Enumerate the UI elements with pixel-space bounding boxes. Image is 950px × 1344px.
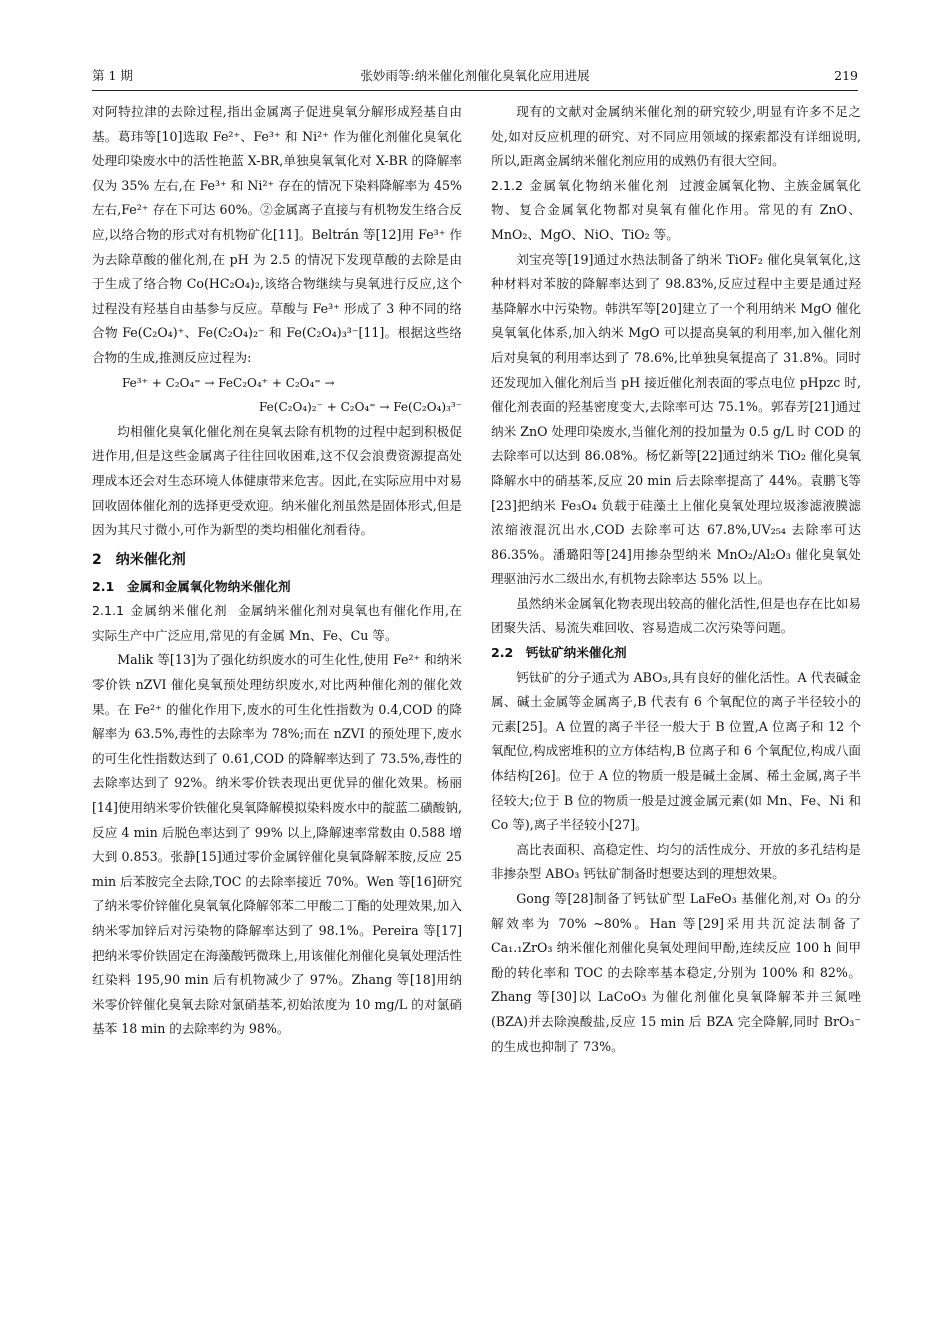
subsubsection-number: 2.1.1: [92, 603, 125, 619]
subsection-heading: 2.1 金属和金属氧化物纳米催化剂: [92, 578, 291, 594]
paragraph: 刘宝亮等[19]通过水热法制备了纳米 TiOF₂ 催化臭氧氧化,这种材料对苯胺的降解率达到了 98.83%,反应过程中主要是通过羟基降解水中污染物。韩洪军等[20]建立了一个利用纳米 MgO 催化臭氧氧化体系,加入纳米 MgO 可以提高臭氧的利用率,加入催化剂后对臭氧的利用率达到了 78.6%,比单独臭氧提高了 31.8%。同时还发现加入催化剂后当 pH 接近催化剂表面的零点电位 pHpzc 时,催化剂表面的羟基密度变大,去除率可达 75.1%。郭春芳[21]通过纳米 ZnO 处理印染废水,当催化剂的投加量为 0.5 g/L 时 COD 的去除率可以达到 86.08%。杨忆新等[22]通过纳米 TiO₂ 催化臭氧降解水中的硝基苯,反应 20 min 后去除率提高了 44%。袁鹏飞等[23]把纳米 Fe₃O₄ 负载于硅藻土上催化臭氧处理垃圾渗滤液膜滤浓缩液混沉出水,COD 去除率可达 67.8%,UV₂₅₄ 去除率可达 86.35%。潘璐阳等[24]用掺杂型纳米 MnO₂/Al₂O₃ 催化臭氧处理驱油污水二级出水,有机物去除率达 55% 以上。: [491, 251, 861, 587]
subsubsection-number: 2.1.2: [491, 177, 524, 193]
page-number: 219: [834, 68, 858, 83]
paragraph: 对阿特拉津的去除过程,指出金属离子促进臭氧分解形成羟基自由基。葛玮等[10]选取 Fe²⁺、Fe³⁺ 和 Ni²⁺ 作为催化剂催化臭氧化处理印染废水中的活性艳蓝 X-BR,单独臭氧氧化对 X-BR 的降解率仅为 35% 左右,在 Fe³⁺ 和 Ni²⁺ 存在的情况下染料降解率为 45% 左右,Fe²⁺ 存在下可达 60%。②金属离子直接与有机物发生络合反应,以络合物的形式对有机物矿化[11]。Beltrán 等[12]用 Fe³⁺ 作为去除草酸的催化剂,在 pH 为 2.5 的情况下发现草酸的去除是由于生成了络合物 Co(HC₂O₄)₂,该络合物继续与臭氧进行反应,这个过程没有羟基自由基参与反应。草酸与 Fe³⁺ 形成了 3 种不同的络合物 Fe(C₂O₄)⁺、Fe(C₂O₄)₂⁻ 和 Fe(C₂O₄)₃³⁻[11]。根据这些络合物的生成,推测反应过程为:: [92, 104, 462, 365]
paragraph: Malik 等[13]为了强化纺织废水的可生化性,使用 Fe²⁺ 和纳米零价铁 nZVI 催化臭氧预处理纺织废水,对比两种催化剂的催化效果。在 Fe²⁺ 的催化作用下,废水的可生化性指数为 0.4,COD 的降解率为 63.5%,毒性的去除率为 78%;而在 nZVI 的预处理下,废水的可生化性指数达到了 0.61,COD 的降解率达到了 73.5%,毒性的去除率达到了 92%。纳米零价铁表现出更优异的催化效果。杨丽[14]使用纳米零价铁催化臭氧降解模拟染料废水中的靛蓝二磺酸钠,反应 4 min 后脱色率达到了 99% 以上,降解速率常数由 0.588 增大到 0.853。张静[15]通过零价金属锌催化臭氧降解苯胺,反应 25 min 后苯胺完全去除,TOC 的去除率接近 70%。Wen 等[16]研究了纳米零价锌催化臭氧氧化降解邻苯二甲酸二丁酯的处理效果,加入纳米零加锌后对污染物的降解率达到了 98.1%。Pereira 等[17]把纳米零价铁固定在海藻酸钙微珠上,用该催化剂催化臭氧处理活性红染料 195,90 min 后有机物减少了 97%。Zhang 等[18]用纳米零价锌催化臭氧去除对氯硝基苯,初始浓度为 10 mg/L 的对氯硝基苯 18 min 的去除率约为 98%。: [92, 652, 462, 1037]
subsubsection-paragraph: [491, 174, 861, 248]
equation-line-2: Fe(C₂O₄)₂⁻ + C₂O₄⁼ → Fe(C₂O₄)₃³⁻: [259, 400, 462, 415]
paragraph: Gong 等[28]制备了钙钛矿型 LaFeO₃ 基催化剂,对 O₃ 的分解效率为 70% ~80%。Han 等[29]采用共沉淀法制备了 Ca₁.₁ZrO₃ 纳米催化剂催化臭氧处理间甲酚,连续反应 100 h 间甲酚的转化率和 TOC 的去除率基本稳定,分别为 100% 和 82%。Zhang 等[30]以 LaCoO₃ 为催化剂催化臭氧降解苯并三氮唑(BZA)并去除溴酸盐,反应 15 min 后 BZA 完全降解,同时 BrO₃⁻ 的生成也抑制了 73%。: [491, 891, 861, 1054]
section-heading: 2 纳米催化剂: [92, 551, 186, 568]
paragraph: 钙钛矿的分子通式为 ABO₃,具有良好的催化活性。A 代表碱金属、碱土金属等金属离子,B 代表有 6 个氧配位的离子半径较小的元素[25]。A 位置的离子半径一般大于 B 位置,A 位离子和 12 个氧配位,构成密堆积的立方体结构,B 位离子和 6 个氧配位,构成八面体结构[26]。位于 A 位的物质一般是碱土金属、稀土金属,离子半径较大;位于 B 位的物质一般是过渡金属元素(如 Mn、Fe、Ni 和 Co 等),离子半径较小[27]。: [491, 669, 861, 833]
left-column: [92, 100, 462, 1042]
subsubsection-title: 金属纳米催化剂: [130, 603, 228, 619]
right-column: [491, 100, 861, 1059]
paragraph-text: 过渡金属氧化物、主族金属氧化物、复合金属氧化物都对臭氧有催化作用。常见的有 ZnO、MnO₂、MgO、NiO、TiO₂ 等。: [491, 177, 862, 242]
issue-number: 第 1 期: [92, 68, 133, 83]
paragraph-text: 金属纳米催化剂对臭氧也有催化作用,在实际生产中广泛应用,常见的有金属 Mn、Fe、Cu 等。: [92, 603, 462, 643]
header-rule: [92, 90, 858, 91]
paragraph: 现有的文献对金属纳米催化剂的研究较少,明显有许多不足之处,如对反应机理的研究、对不同应用领域的探索都没有详细说明,所以,距离金属纳米催化剂应用的成熟仍有很大空间。: [491, 104, 861, 169]
paragraph: 虽然纳米金属氧化物表现出较高的催化活性,但是也存在比如易团聚失活、易流失难回收、容易造成二次污染等问题。: [491, 595, 861, 636]
paragraph: 均相催化臭氧化催化剂在臭氧去除有机物的过程中起到积极促进作用,但是这些金属离子往往回收困难,这不仅会浪费资源提高处理成本还会对生态环境人体健康带来危害。因此,在实际应用中对易回收固体催化剂的选择更受欢迎。纳米催化剂虽然是固体形式,但是因为其尺寸微小,可作为新型的类均相催化剂看待。: [92, 423, 462, 538]
paragraph: 高比表面积、高稳定性、均匀的活性成分、开放的多孔结构是非掺杂型 ABO₃ 钙钛矿制备时想要达到的理想效果。: [491, 841, 861, 882]
equation-line-1: Fe³⁺ + C₂O₄⁼ → FeC₂O₄⁺ + C₂O₄⁼ →: [122, 375, 335, 390]
subsubsection-title: 金属氧化物纳米催化剂: [529, 177, 670, 193]
running-header: [92, 64, 858, 88]
subsection-heading: 2.2 钙钛矿纳米催化剂: [491, 645, 627, 661]
running-title: 张妙雨等:纳米催化剂催化臭氧化应用进展: [360, 68, 590, 83]
subsubsection-paragraph: [92, 599, 462, 648]
